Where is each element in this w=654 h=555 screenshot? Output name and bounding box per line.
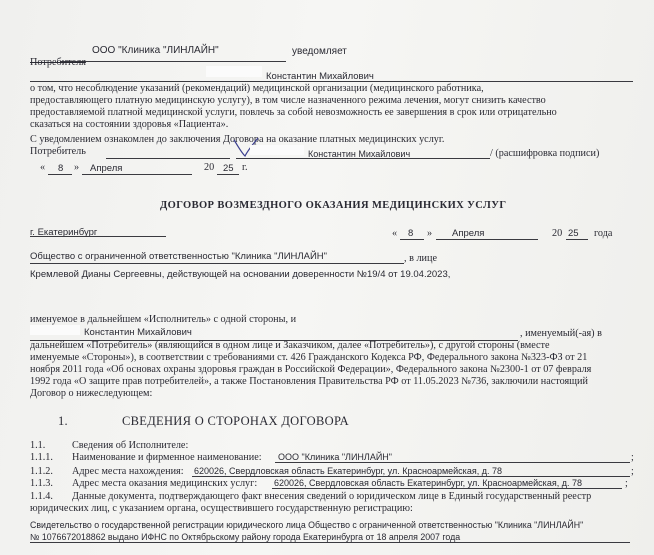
section-number: 1. xyxy=(58,414,68,428)
notice-line-3: предоставляемой платной медицинской услуги, повлечь за собой невозможность ее завершения в срок или отрицательно xyxy=(30,107,557,118)
contract-para-1: дальнейшем «Потребитель» (являющийся в одном лице и Заказчиком, далее «Потребитель»), с другой стороны (вместе xyxy=(30,340,550,351)
decryption-label: / (расшифровка подписи) xyxy=(490,148,600,159)
item-1-1-2-number: 1.1.2. xyxy=(30,466,53,477)
date-month: Апреля xyxy=(90,163,123,174)
certificate-line-2: № 1076672018862 выдано ИФНС по Октябрьскому району города Екатеринбурга от 18 апреля 2007 года xyxy=(30,532,461,542)
item-1-1-4-text-2: юридических лиц, с указанием органа, осуществившего государственную регистрацию: xyxy=(30,503,413,514)
signature-underline xyxy=(106,148,230,159)
consumer-label: Потребитель xyxy=(30,146,86,157)
patient-name: Константин Михайлович xyxy=(266,71,374,82)
contract-date-month: Апреля xyxy=(452,228,485,239)
in-person-text: , в лице xyxy=(404,253,437,264)
notifies-text: уведомляет xyxy=(292,46,347,57)
date-close-quote: » xyxy=(74,162,80,173)
certificate-underline xyxy=(30,532,630,543)
contract-para-4: 1992 года «О защите прав потребителей», а также Постановления Правительства РФ от 11.05.2023 №736, заключили настоящий xyxy=(30,376,588,387)
item-1-1-2-value: 620026, Свердловская область Екатеринбург, ул. Красноармейская, д. 78 xyxy=(194,466,502,476)
contract-date-day: 8 xyxy=(408,228,414,239)
notice-line-4: сказаться на состоянии здоровья «Пациента». xyxy=(30,119,229,130)
item-1-1-3-semicolon: ; xyxy=(625,478,628,489)
clinic-name: ООО "Клиника "ЛИНЛАЙН" xyxy=(92,45,219,56)
item-1-1-3-label: Адрес места оказания медицинских услуг: xyxy=(72,478,258,489)
date-day: 8 xyxy=(58,163,64,174)
contract-para-5: Договор о нижеследующем: xyxy=(30,388,153,399)
item-1-1-4-text: Данные документа, подтверждающего факт внесения сведений о юридическом лице в Единый государственный реестр xyxy=(72,491,592,502)
item-1-1-1-label: Наименование и фирменное наименование: xyxy=(72,452,262,463)
date-year-prefix: 20 xyxy=(204,162,215,173)
contract-para-3: ноября 2011 года «Об основах охраны здоровья граждан в Российской Федерации», Федерального закона №2300-1 от 07 февраля xyxy=(30,364,592,375)
referred-executor: именуемое в дальнейшем «Исполнитель» с одной стороны, и xyxy=(30,314,297,325)
contract-patient-name: Константин Михайлович xyxy=(84,327,192,338)
contract-date-open: « xyxy=(392,228,398,239)
contract-date-close: » xyxy=(427,228,433,239)
item-1-1-1-semicolon: ; xyxy=(631,452,634,463)
contract-org: Общество с ограниченной ответственностью "Клиника "ЛИНЛАЙН" xyxy=(30,251,328,262)
item-1-1-1-value: ООО "Клиника "ЛИНЛАЙН" xyxy=(278,452,392,462)
item-1-1-4-number: 1.1.4. xyxy=(30,491,53,502)
contract-representative: Кремлевой Дианы Сергеевны, действующей на основании доверенности №19/4 от 19.04.2023, xyxy=(30,269,451,280)
section-heading: СВЕДЕНИЯ О СТОРОНАХ ДОГОВОРА xyxy=(122,414,349,428)
contract-para-2: именуемые «Стороны»), в соответствии с требованиями ст. 426 Гражданского Кодекса РФ, Федерального закона №323-ФЗ от 21 xyxy=(30,352,588,363)
certificate-line-1: Свидетельство о государственной регистрации юридического лица Общество с ограниченной ответственностью "Клиника "ЛИНЛАЙН" xyxy=(30,520,584,530)
city-underline xyxy=(30,226,166,237)
contract-city: г. Екатеринбург xyxy=(30,227,98,238)
contract-year-suffix: года xyxy=(594,228,613,239)
contract-date-year: 25 xyxy=(568,228,579,239)
item-1-1-2-label: Адрес места нахождения: xyxy=(72,466,184,477)
date-open-quote: « xyxy=(40,162,46,173)
item-1-1-3-value: 620026, Свердловская область Екатеринбург, ул. Красноармейская, д. 78 xyxy=(274,478,582,488)
item-1-1-number: 1.1. xyxy=(30,440,46,451)
date-year-suffix: г. xyxy=(242,162,248,173)
notice-line-1: о том, что несоблюдение указаний (рекомендаций) медицинской организации (медицинского работника, xyxy=(30,83,484,94)
redacted-contract-surname xyxy=(30,325,80,335)
redacted-consumer-surname xyxy=(250,145,304,155)
item-1-1-3-number: 1.1.3. xyxy=(30,478,53,489)
notice-line-2: предоставляющего платную медицинскую услугу), в том числе назначенного режима лечения, могут снизить качество xyxy=(30,95,546,106)
date-year: 25 xyxy=(223,163,234,174)
consumer-name: Константин Михайлович xyxy=(308,149,411,159)
item-1-1-text: Сведения об Исполнителе: xyxy=(72,440,189,451)
item-1-1-2-semicolon: ; xyxy=(631,466,634,477)
referred-patient: , именуемый(-ая) в xyxy=(520,328,602,339)
item-1-1-1-number: 1.1.1. xyxy=(30,452,53,463)
notice-line-5: С уведомлением ознакомлен до заключения Договора на оказание платных медицинских услуг. xyxy=(30,134,445,145)
contract-year-prefix: 20 xyxy=(552,228,563,239)
contract-title: ДОГОВОР ВОЗМЕЗДНОГО ОКАЗАНИЯ МЕДИЦИНСКИХ УСЛУГ xyxy=(160,200,507,211)
consumer-word: Потребителя xyxy=(30,57,86,68)
redacted-surname xyxy=(206,66,262,77)
